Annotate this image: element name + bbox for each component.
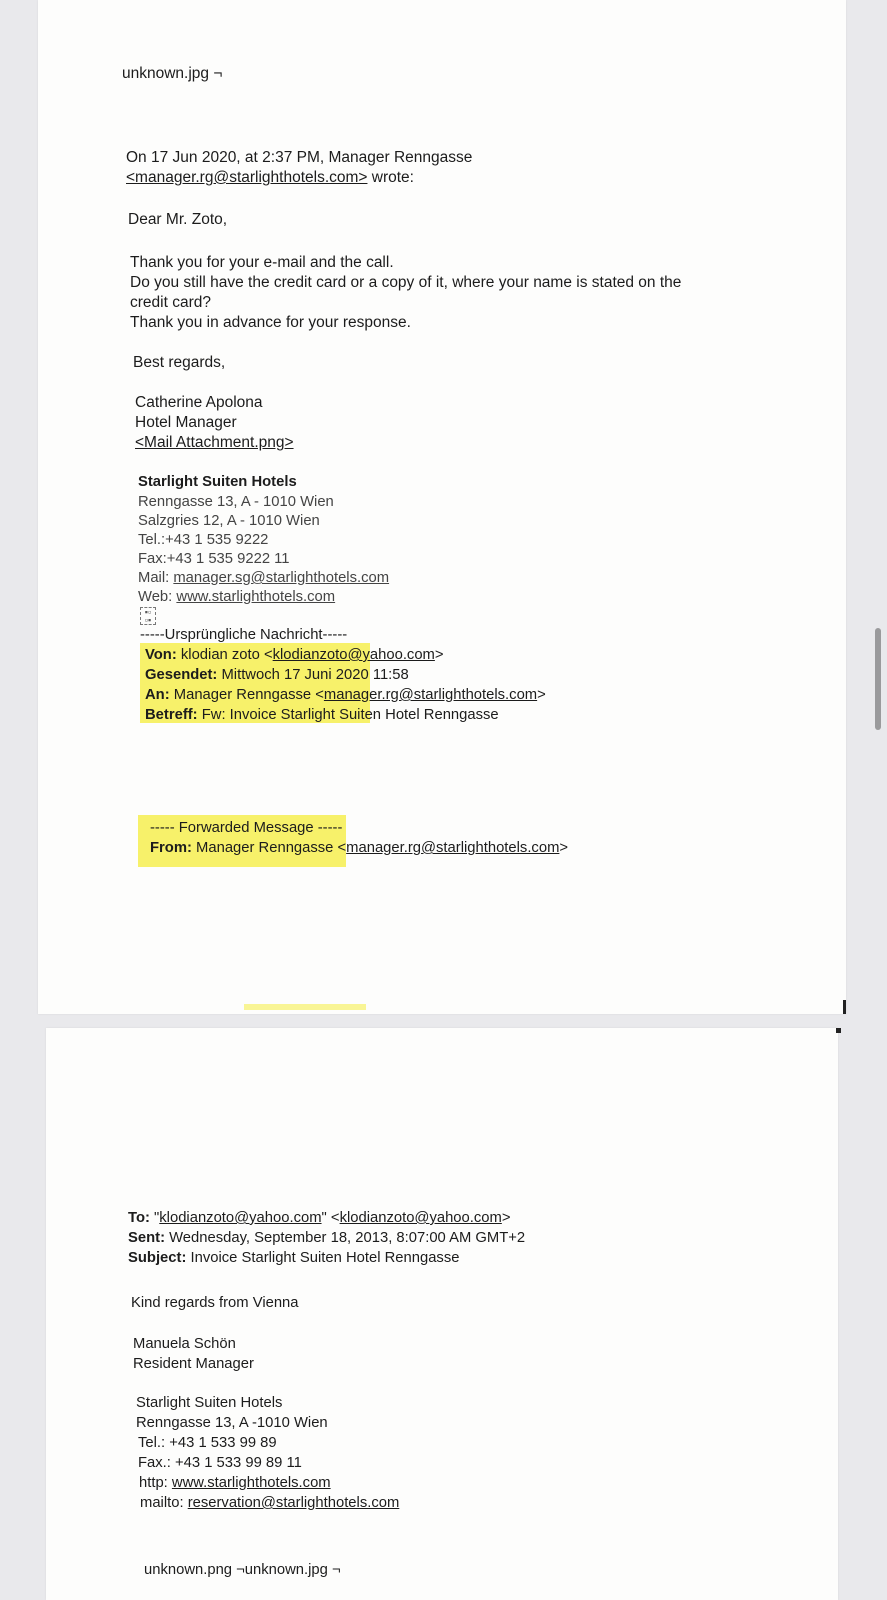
- mailto-label: mailto:: [140, 1495, 188, 1511]
- to-quote-open: ": [149, 1210, 160, 1226]
- reply-header-wrote: wrote:: [367, 169, 414, 186]
- attachment-link[interactable]: <Mail Attachment.png>: [135, 434, 294, 451]
- phone-number: Tel.: +43 1 533 99 89: [138, 1435, 277, 1451]
- page-edge-mark: [836, 1028, 841, 1033]
- mailto-line: [140, 1493, 399, 1513]
- highlight-mark: [244, 1004, 366, 1010]
- http-line: [139, 1473, 331, 1493]
- signer-title: Hotel Manager: [135, 414, 237, 431]
- address-line: Renngasse 13, A -1010 Wien: [136, 1415, 328, 1431]
- fax-number: Fax.: +43 1 533 99 89 11: [138, 1455, 302, 1471]
- forwarded-header: ----- Forwarded Message -----: [150, 820, 343, 836]
- header-sent: [128, 1228, 525, 1248]
- header-an: [145, 685, 546, 705]
- mailto-link[interactable]: reservation@starlighthotels.com: [187, 1495, 400, 1511]
- page-edge-mark: [843, 1000, 846, 1014]
- web-label: Web:: [138, 589, 177, 605]
- salutation: Dear Mr. Zoto,: [128, 211, 228, 228]
- greeting: Kind regards from Vienna: [131, 1295, 299, 1311]
- filenames-footer: unknown.png ¬unknown.jpg ¬: [144, 1562, 341, 1578]
- from-value: Manager Renngasse <: [191, 840, 347, 856]
- header-from: [150, 838, 568, 858]
- an-email-link[interactable]: manager.rg@starlighthotels.com: [323, 687, 538, 703]
- phone-number: Tel.:+43 1 535 9222: [138, 532, 269, 548]
- mail-link[interactable]: manager.sg@starlighthotels.com: [173, 570, 390, 586]
- an-value: Manager Renngasse <: [169, 687, 324, 703]
- address-line: Renngasse 13, A - 1010 Wien: [138, 494, 334, 510]
- from-close: >: [559, 840, 569, 856]
- gesendet-label: Gesendet:: [145, 667, 218, 683]
- von-label: Von:: [145, 647, 177, 663]
- signer-name: Catherine Apolona: [135, 394, 263, 411]
- http-link[interactable]: www.starlighthotels.com: [171, 1475, 331, 1491]
- web-line: [138, 587, 335, 607]
- von-value: klodian zoto <: [176, 647, 273, 663]
- an-close: >: [537, 687, 546, 703]
- address-line: Salzgries 12, A - 1010 Wien: [138, 513, 320, 529]
- original-message-header: -----Ursprüngliche Nachricht-----: [140, 627, 348, 643]
- header-gesendet: [145, 665, 409, 685]
- scrollbar-thumb[interactable]: [875, 628, 881, 730]
- sent-value: Wednesday, September 18, 2013, 8:07:00 AM GMT+2: [165, 1230, 526, 1246]
- sent-label: Sent:: [128, 1230, 165, 1246]
- broken-image-icon: ▪▫ ▫▪: [140, 607, 156, 625]
- body-line: credit card?: [130, 294, 211, 311]
- subject-value: Invoice Starlight Suiten Hotel Renngasse: [186, 1250, 460, 1266]
- betreff-value: Fw: Invoice Starlight Suiten Hotel Renngasse: [197, 707, 499, 723]
- betreff-label: Betreff:: [145, 707, 198, 723]
- to-quote-close: " <: [321, 1210, 340, 1226]
- header-subject: [128, 1248, 459, 1268]
- fax-number: Fax:+43 1 535 9222 11: [138, 551, 290, 567]
- subject-label: Subject:: [128, 1250, 187, 1266]
- gesendet-value: Mittwoch 17 Juni 2020 11:58: [217, 667, 409, 683]
- mail-label: Mail:: [138, 570, 174, 586]
- to-close: >: [501, 1210, 511, 1226]
- from-email-link[interactable]: manager.rg@starlighthotels.com: [346, 840, 560, 856]
- http-label: http:: [139, 1475, 172, 1491]
- reply-header-sender: [126, 168, 414, 188]
- sender-email-link[interactable]: <manager.rg@starlighthotels.com>: [126, 169, 368, 186]
- body-line: Thank you in advance for your response.: [130, 314, 411, 331]
- an-label: An:: [145, 687, 170, 703]
- signer-name: Manuela Schön: [133, 1336, 236, 1352]
- web-link[interactable]: www.starlighthotels.com: [176, 589, 336, 605]
- header-von: [145, 645, 444, 665]
- company-name: Starlight Suiten Hotels: [136, 1395, 283, 1411]
- to-name-link[interactable]: klodianzoto@yahoo.com: [159, 1210, 322, 1226]
- closing: Best regards,: [133, 354, 226, 371]
- body-line: Do you still have the credit card or a copy of it, where your name is stated on the: [130, 274, 682, 291]
- von-email-link[interactable]: klodianzoto@yahoo.com: [272, 647, 435, 663]
- signer-title: Resident Manager: [133, 1356, 254, 1372]
- to-label: To:: [128, 1210, 150, 1226]
- filename-label: unknown.jpg ¬: [122, 65, 223, 82]
- body-line: Thank you for your e-mail and the call.: [130, 254, 394, 271]
- company-name: Starlight Suiten Hotels: [138, 474, 297, 490]
- header-betreff: [145, 705, 499, 725]
- von-close: >: [434, 647, 444, 663]
- from-label: From:: [150, 840, 192, 856]
- header-to: [128, 1208, 510, 1228]
- reply-header: On 17 Jun 2020, at 2:37 PM, Manager Renngasse: [126, 149, 473, 166]
- mail-line: [138, 568, 389, 588]
- to-email-link[interactable]: klodianzoto@yahoo.com: [339, 1210, 502, 1226]
- document-page-2: [46, 1028, 838, 1600]
